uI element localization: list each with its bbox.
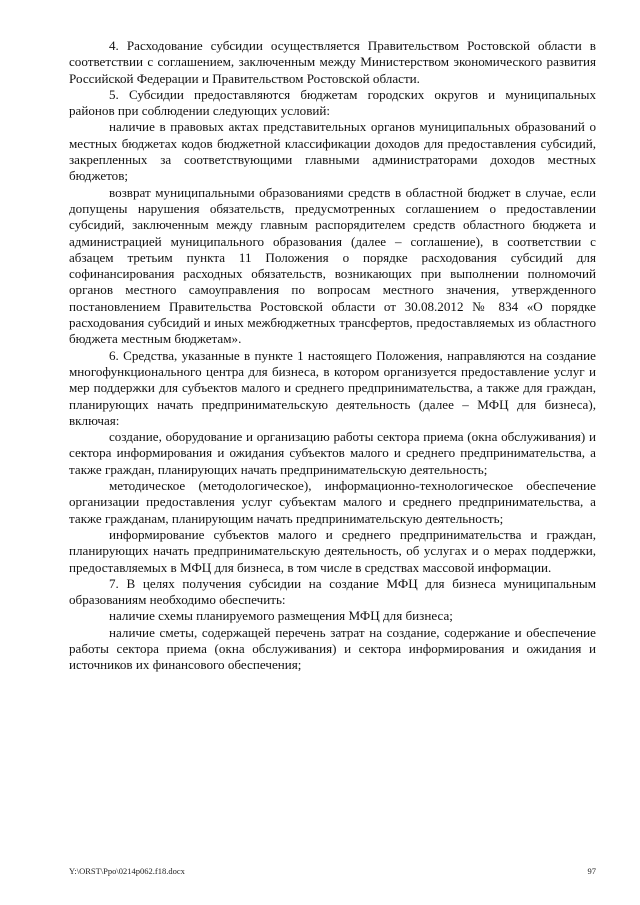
footer-page-number: 97 xyxy=(587,866,596,876)
footer-file-path: Y:\ORST\Ppo\0214p062.f18.docx xyxy=(69,866,185,876)
paragraph-5: 5. Субсидии предоставляются бюджетам городских округов и муниципальных районов при соблюдении следующих условий: xyxy=(69,86,596,119)
document-body xyxy=(69,38,596,674)
paragraph-7-item-1: наличие схемы планируемого размещения МФЦ для бизнеса; xyxy=(109,608,453,624)
paragraph-5-condition-1: наличие в правовых актах представительных органов муниципальных образований о местных бюджетах кодов бюджетной классификации доходов для предоставления субсидий, закрепленных за соответствующими главными администраторами доходов местных бюджетов; xyxy=(69,119,596,184)
paragraph-7: 7. В целях получения субсидии на создание МФЦ для бизнеса муниципальным образованиям необходимо обеспечить: xyxy=(69,575,596,608)
paragraph-4: 4. Расходование субсидии осуществляется Правительством Ростовской области в соответствии с соглашением, заключенным между Министерством экономического развития Российской Федерации и Правительством Ростовской области. xyxy=(69,38,596,86)
paragraph-6-item-2: методическое (методологическое), информационно-технологическое обеспечение организации предоставления услуг субъектам малого и среднего предпринимательства, а также гражданам, планирующим начать предпринимательскую деятельность; xyxy=(69,478,596,526)
paragraph-5-condition-2: возврат муниципальными образованиями средств в областной бюджет в случае, если допущены нарушения обязательств, предусмотренных соглашением о предоставлении субсидий, заключенным между главным распорядителем средств областного бюджета и администрацией муниципального образования (далее – соглашение), в соответствии с абзацем третьим пункта 11 Положения о порядке расходования субсидий для софинансирования расходных обязательств, возникающих при выполнении полномочий органов местного самоуправления по вопросам местного значения, утвержденного постановлением Правительства Ростовской области от 30.08.2012 № 834 «О порядке расходования субсидий и иных межбюджетных трансфертов, предоставляемых из областного бюджета местным бюджетам». xyxy=(69,184,596,347)
paragraph-6-item-3: информирование субъектов малого и среднего предпринимательства и граждан, планирующих начать предпринимательскую деятельность, об услугах и о мерах поддержки, предоставляемых в МФЦ для бизнеса, в том числе в средствах массовой информации. xyxy=(69,526,596,575)
paragraph-6: 6. Средства, указанные в пункте 1 настоящего Положения, направляются на создание многофункционального центра для бизнеса, в котором организуется предоставление услуг и мер поддержки для субъектов малого и среднего предпринимательства, а также для граждан, планирующих начать предпринимательскую деятельность (далее – МФЦ для бизнеса), включая: xyxy=(69,347,596,428)
paragraph-6-item-1: создание, оборудование и организацию работы сектора приема (окна обслуживания) и сектора информирования и ожидания субъектов малого и среднего предпринимательства, а также граждан, планирующих начать предпринимательскую деятельность; xyxy=(69,429,596,477)
paragraph-7-item-2: наличие сметы, содержащей перечень затрат на создание, содержание и обеспечение работы сектора приема (окна обслуживания) и сектора информирования и ожидания и источников их финансового обеспечения; xyxy=(69,624,596,673)
